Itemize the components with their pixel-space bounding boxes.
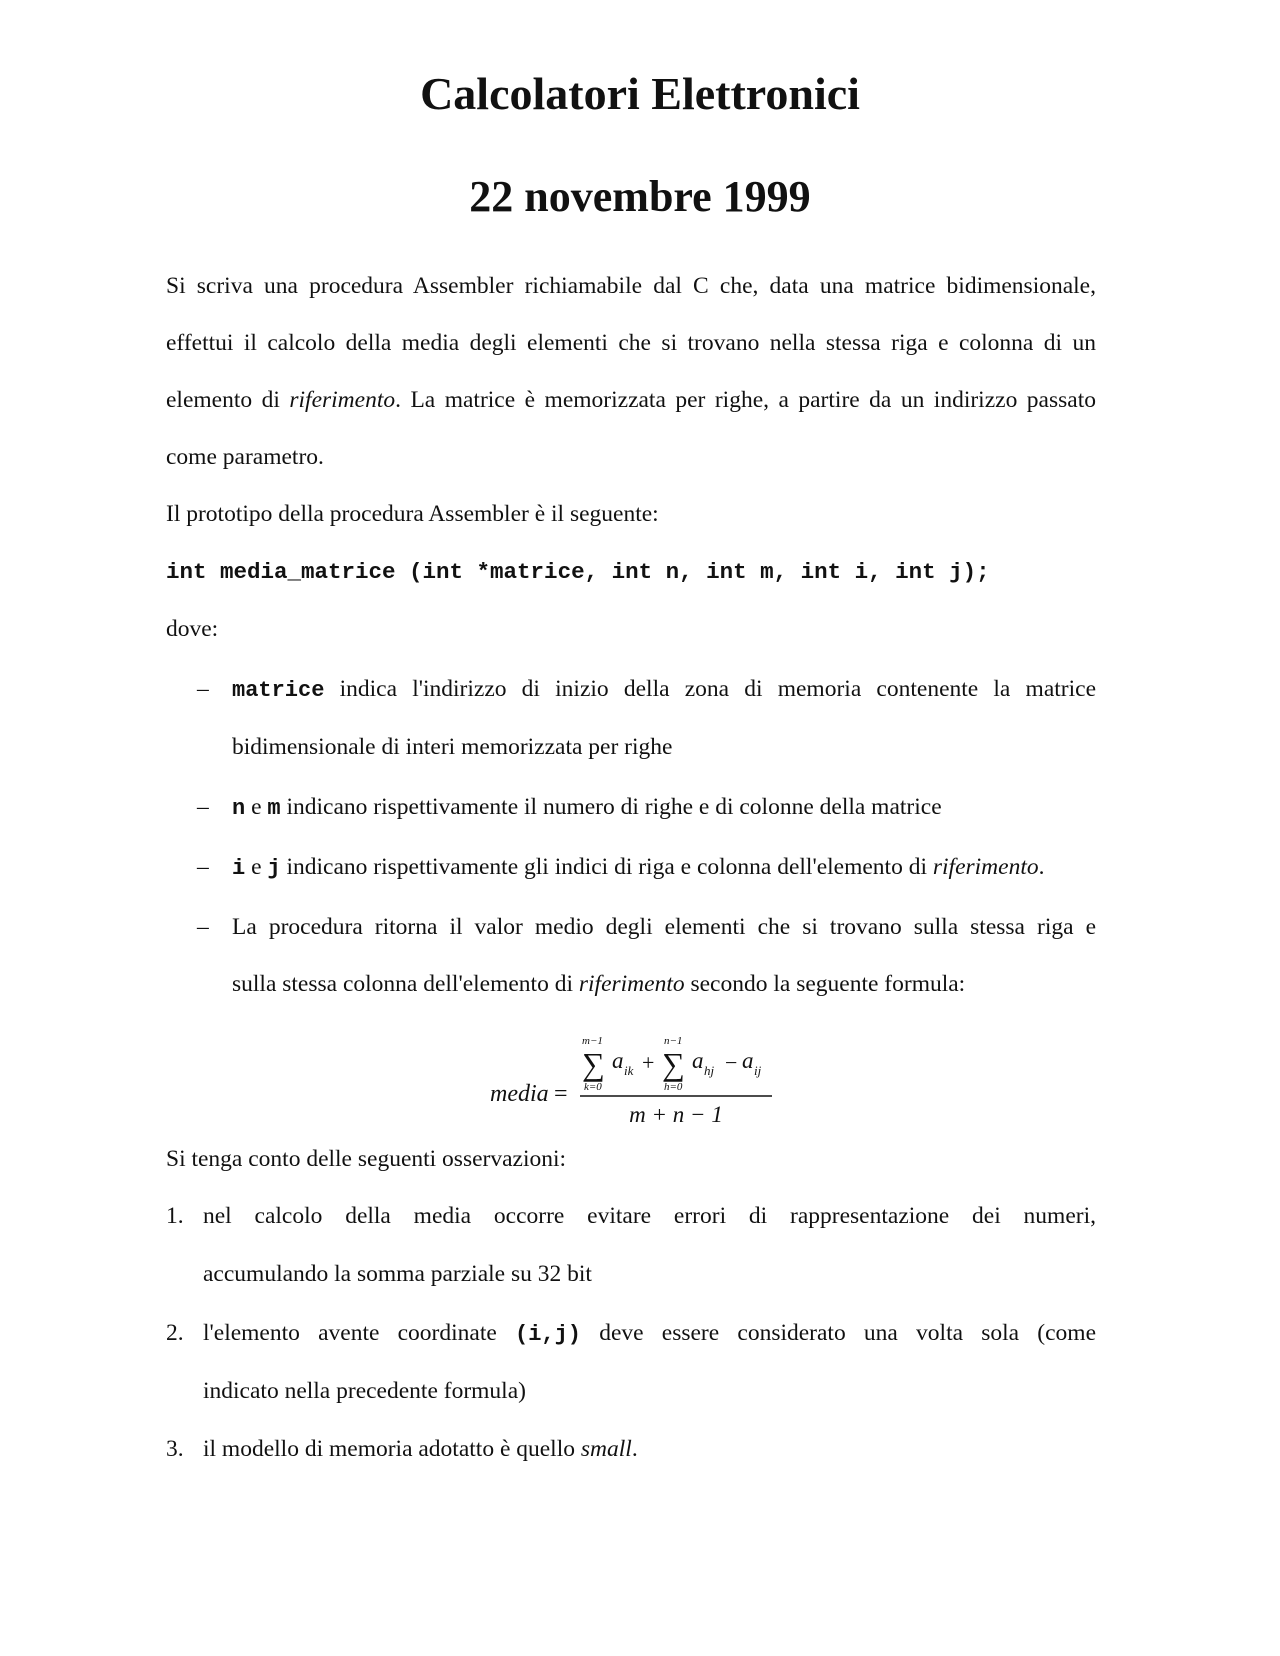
bullet-dash-2: – — [197, 794, 209, 820]
prototype-code: int media_matrice (int *matrice, int n, int m, int i, int j); — [166, 559, 990, 585]
intro-line-3-em: riferimento — [289, 387, 396, 413]
intro-line-4: come parametro. — [166, 444, 324, 470]
observation-3-pre: il modello di memoria adotatto è quello — [203, 1436, 581, 1462]
bullet-3-code-i: i — [232, 856, 246, 881]
sum2-sigma: ∑ — [662, 1046, 685, 1082]
observation-2-line-2: indicato nella precedente formula) — [203, 1378, 526, 1404]
term3-base: a — [742, 1048, 754, 1073]
bullet-2-code-n: n — [232, 796, 246, 821]
bullet-dash-4: – — [197, 914, 209, 940]
bullet-2-code-m: m — [267, 796, 281, 821]
bullet-3-e: e — [245, 854, 268, 880]
formula-plus: + — [642, 1050, 655, 1075]
bullet-2-text: indicano rispettivamente il numero di righe e di colonne della matrice — [280, 794, 942, 820]
observation-2-number: 2. — [166, 1320, 184, 1346]
sum1-sigma: ∑ — [582, 1046, 605, 1082]
bullet-3-code-j: j — [267, 856, 281, 881]
bullet-3-text: indicano rispettivamente gli indici di riga e colonna dell'elemento di — [280, 854, 933, 880]
term1-sub: ik — [624, 1063, 634, 1078]
bullet-4-line-2-em: riferimento — [578, 971, 685, 997]
term2-base: a — [692, 1048, 704, 1073]
observation-2-post: deve essere considerato una volta sola (come — [581, 1320, 1097, 1346]
dove-label: dove: — [166, 616, 219, 642]
bullet-3-line — [232, 852, 1096, 884]
sum1-lower: k=0 — [584, 1081, 602, 1093]
document-title: Calcolatori Elettronici — [420, 68, 860, 119]
observation-3-line — [203, 1434, 1096, 1464]
observation-2-code: (i,j) — [515, 1322, 582, 1347]
bullet-dash-1: – — [197, 676, 209, 702]
bullet-1-code: matrice — [232, 678, 325, 703]
formula-svg — [490, 1030, 780, 1130]
document-date: 22 novembre 1999 — [469, 172, 811, 221]
formula-denominator: m + n − 1 — [629, 1102, 723, 1127]
formula-minus: − — [725, 1050, 738, 1075]
sum2-lower: h=0 — [664, 1081, 683, 1093]
bullet-1-line-1 — [232, 674, 1096, 706]
bullet-4-line-2-pre: sulla stessa colonna dell'elemento di — [232, 971, 579, 997]
bullet-4-line-2 — [232, 969, 1096, 999]
bullet-2-line — [232, 792, 1096, 824]
bullet-dash-3: – — [197, 854, 209, 880]
intro-line-3-pre: elemento di — [166, 387, 290, 413]
observation-3-number: 3. — [166, 1436, 184, 1462]
intro-line-3-post: . La matrice è memorizzata per righe, a partire da un indirizzo passato — [395, 387, 1096, 413]
term2-sub: hj — [704, 1063, 715, 1078]
formula-equals: = — [554, 1081, 568, 1107]
bullet-3-end: . — [1038, 854, 1045, 880]
observations-intro: Si tenga conto delle seguenti osservazioni: — [166, 1146, 567, 1172]
intro-line-1: Si scriva una procedura Assembler richiamabile dal C che, data una matrice bidimensionale, — [166, 273, 1096, 299]
observation-2-pre: l'elemento avente coordinate — [203, 1320, 515, 1346]
bullet-2-e: e — [245, 794, 268, 820]
bullet-1-text: indica l'indirizzo di inizio della zona di memoria contenente la matrice — [324, 676, 1096, 702]
observation-3-em: small — [580, 1436, 632, 1462]
observation-1-line-2: accumulando la somma parziale su 32 bit — [203, 1261, 592, 1287]
term1-base: a — [612, 1048, 624, 1073]
bullet-3-em: riferimento — [932, 854, 1039, 880]
observation-2-line-1 — [203, 1318, 1096, 1350]
formula-lhs: media — [490, 1081, 549, 1107]
sum2-upper: n−1 — [664, 1035, 683, 1047]
prototype-intro: Il prototipo della procedura Assembler è il seguente: — [166, 501, 659, 527]
term3-sub: ij — [754, 1063, 762, 1078]
media-formula — [490, 1030, 780, 1130]
intro-line-3 — [166, 385, 1096, 415]
intro-line-2: effettui il calcolo della media degli elementi che si trovano nella stessa riga e colonna di un — [166, 330, 1096, 356]
bullet-4-line-2-post: secondo la seguente formula: — [684, 971, 966, 997]
observation-1-line-1: nel calcolo della media occorre evitare errori di rappresentazione dei numeri, — [203, 1203, 1096, 1229]
observation-1-number: 1. — [166, 1203, 184, 1229]
sum1-upper: m−1 — [582, 1035, 603, 1047]
bullet-4-line-1: La procedura ritorna il valor medio degli elementi che si trovano sulla stessa riga e — [232, 914, 1096, 940]
observation-3-end: . — [631, 1436, 638, 1462]
bullet-1-line-2: bidimensionale di interi memorizzata per righe — [232, 734, 673, 760]
